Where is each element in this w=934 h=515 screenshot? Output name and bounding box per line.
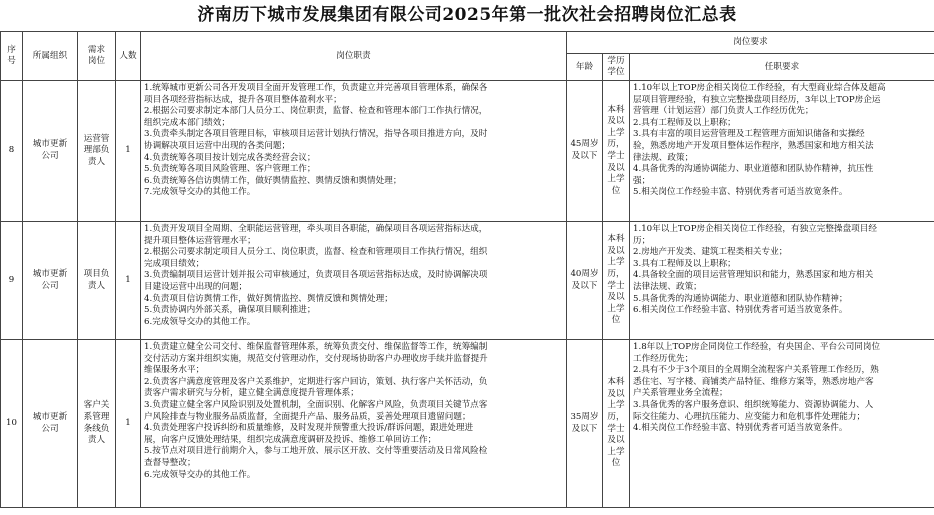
- row-org: 城市更新 公司: [23, 340, 78, 508]
- row-education: 本科 及以 上学 历， 学士 及以 上学 位: [603, 222, 630, 340]
- header-org: 所属组织: [23, 32, 78, 81]
- recruitment-table: [0, 31, 934, 508]
- row-requirements: 1.10年以上TOP房企相关岗位工作经验，有独立完整操盘项目经 历； 2.房地产开发类、建筑工程类相关专业； 3.具有工程师及以上职称； 4.具备较全面的项目运营管理知识和能力，熟悉国家和地方相关 法律法规、政策； 5.具备优秀的沟通协调能力、职业道德和团队协作精神； 6.相关岗位工作经验丰富、特别优秀者可适当放宽条件。: [630, 222, 934, 340]
- header-requirements-group: 岗位要求: [567, 32, 934, 54]
- table-row: [1, 81, 934, 222]
- row-number: 8: [1, 81, 23, 222]
- row-requirements: 1.10年以上TOP房企相关岗位工作经验，有大型商业综合体及超高 层项目管理经验，有独立完整操盘项目经历，3年以上TOP房企运 营管理（计划运营）部门负责人工作经历优先； 2.具有工程师及以上职称； 3.具有丰富的项目运营管理及工程管理方面知识储备和实操经 验，熟悉房地产开发项目整体运作程序，熟悉国家和地方相关法 律法规、政策； 4.具备优秀的沟通协调能力、职业道德和团队协作精神，抗压性 强； 5.相关岗位工作经验丰富、特别优秀者可适当放宽条件。: [630, 81, 934, 222]
- row-count: 1: [116, 340, 141, 508]
- row-post: 项目负 责人: [78, 222, 116, 340]
- header-duties: 岗位职责: [141, 32, 567, 81]
- row-org: 城市更新 公司: [23, 81, 78, 222]
- row-age: 35周岁 及以下: [567, 340, 603, 508]
- row-duties: 1.统筹城市更新公司各开发项目全面开发管理工作，负责建立并完善项目管理体系，确保各 项目各项经营指标达成，提升各项目整体盈利水平； 2.根据公司要求制定本部门人员分工、岗位职责，监督、检查和管理本部门工作执行情况， 组织完成本部门绩效； 3.负责牵头制定各项目管理目标，审核项目运营计划执行情况，指导各项目推进方向，及时 协调解决项目运营中出现的各类问题； 4.负责统筹各项目按计划完成各类经营会议； 5.负责统筹各项目风险管理、客户管理工作； 6.负责统筹各信访舆情工作，做好舆情监控、舆情反馈和舆情处理； 7.完成领导交办的其他工作。: [141, 81, 567, 222]
- header-no: 序 号: [1, 32, 23, 81]
- row-education: 本科 及以 上学 历， 学士 及以 上学 位: [603, 81, 630, 222]
- row-count: 1: [116, 222, 141, 340]
- row-org: 城市更新 公司: [23, 222, 78, 340]
- row-duties: 1.负责建立健全公司交付、维保监督管理体系，统筹负责交付、维保监督等工作，统筹编制 交付活动方案并组织实施，规范交付管理动作，交付现场协助客户办理收房手续并监督提升 维保服务水平； 2.负责客户满意度管理及客户关系维护，定期进行客户回访，策划、执行客户关怀活动，负 责客户需求研究与分析，建立健全满意度提升管理体系； 3.负责建立健全客户风险识别及处置机制，全面识别、化解客户风险，负责项目关键节点客 户风险排查与物业服务品质监督，全面提升产品、服务品质，妥善处理项目遗留问题； 4.负责处理客户投诉纠纷和质量维修，及时发现并预警重大投诉/群诉问题，跟进处理进 展，向客户反馈处理结果，组织完成满意度调研及投诉、维修工单回访工作； 5.按节点对项目进行前期介入，参与工地开放、展示区开放、交付等重要活动及日常风险检 查督导整改； 6.完成领导交办的其他工作。: [141, 340, 567, 508]
- row-count: 1: [116, 81, 141, 222]
- table-row: [1, 222, 934, 340]
- row-age: 45周岁 及以下: [567, 81, 603, 222]
- row-age: 40周岁 及以下: [567, 222, 603, 340]
- header-age: 年龄: [567, 54, 603, 81]
- row-duties: 1.负责开发项目全周期、全职能运营管理，牵头项目各职能，确保项目各项运营指标达成， 提升项目整体运营管理水平； 2.根据公司要求制定项目人员分工、岗位职责，监督、检查和管理项目工作执行情况，组织 完成项目绩效； 3.负责编制项目运营计划并报公司审核通过，负责项目各项运营指标达成，及时协调解决项 目建设运营中出现的问题； 4.负责项目信访舆情工作，做好舆情监控、舆情反馈和舆情处理； 5.负责协调内外部关系，确保项目顺利推进； 6.完成领导交办的其他工作。: [141, 222, 567, 340]
- row-post: 运营管 理部负 责人: [78, 81, 116, 222]
- page-title: 济南历下城市发展集团有限公司2025年第一批次社会招聘岗位汇总表: [197, 5, 737, 25]
- row-requirements: 1.8年以上TOP房企同岗位工作经验，有央国企、平台公司同岗位 工作经历优先； 2.具有不少于3个项目的全周期全流程客户关系管理工作经历，熟 悉住宅、写字楼、商铺类产品特征、维修方案等，熟悉房地产客 户关系管理业务全流程； 3.具备优秀的客户服务意识、组织统筹能力、资源协调能力、人 际交往能力、心理抗压能力、应变能力和危机事件处理能力； 4.相关岗位工作经验丰富、特别优秀者可适当放宽条件。: [630, 340, 934, 508]
- header-job-requirements: 任职要求: [630, 54, 934, 81]
- row-number: 10: [1, 340, 23, 508]
- header-post: 需求 岗位: [78, 32, 116, 81]
- header-count: 人数: [116, 32, 141, 81]
- header-education: 学历 学位: [603, 54, 630, 81]
- table-row: [1, 340, 934, 508]
- row-number: 9: [1, 222, 23, 340]
- row-education: 本科 及以 上学 历， 学士 及以 上学 位: [603, 340, 630, 508]
- row-post: 客户关 系管理 条线负 责人: [78, 340, 116, 508]
